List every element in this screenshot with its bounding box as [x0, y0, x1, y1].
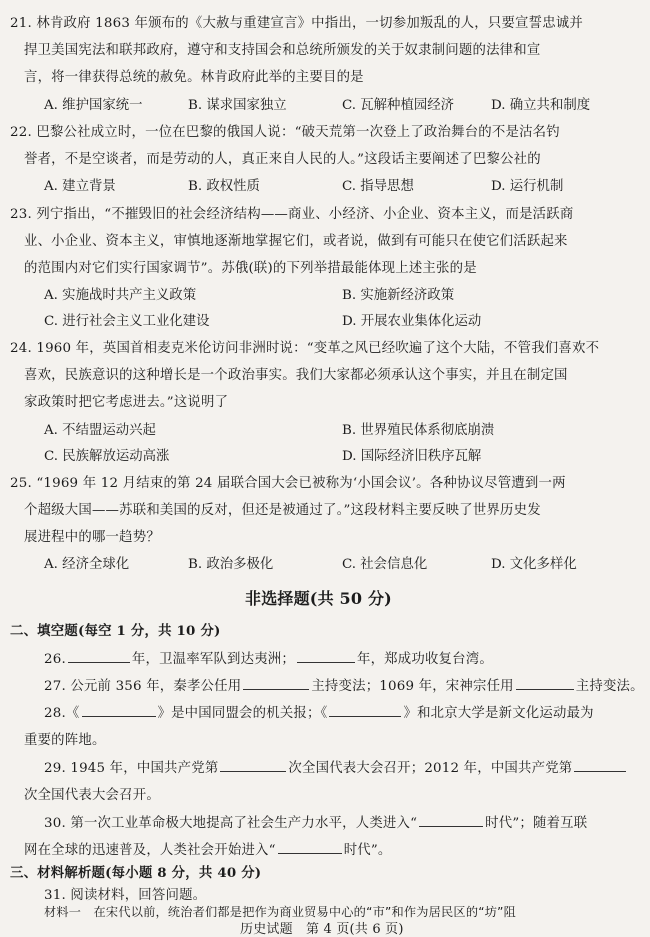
q23-option-a: A. 实施战时共产主义政策 [44, 288, 197, 303]
q31-title: 31. 阅读材料，回答问题。 [44, 888, 207, 903]
q31-material1-line1: 材料一 在宋代以前，统治者们都是把作为商业贸易中心的“市”和作为居民区的“坊”阻 [44, 905, 517, 919]
q27-text-1: 27. 公元前 356 年，秦孝公任用 [44, 679, 242, 694]
q27-text-3: 主持变法。 [575, 679, 644, 694]
q25-line1: 25. “1969 年 12 月结束的第 24 届联合国大会已被称为‘小国会议’。各种协议尽管遭到一两 [10, 476, 566, 491]
q26-number: 26. [44, 652, 66, 667]
q29-blank-1[interactable] [220, 759, 286, 772]
q22-option-c: C. 指导思想 [342, 179, 414, 194]
q21-line1: 21. 林肯政府 1863 年颁布的《大赦与重建宣言》中指出，一切参加叛乱的人，只要宣誓忠诚并 [10, 16, 583, 31]
q29-blank-2[interactable] [574, 759, 626, 772]
q25-option-c: C. 社会信息化 [342, 557, 428, 572]
q26-blank-1[interactable] [68, 650, 130, 663]
q24-options-row2 [44, 445, 644, 465]
section3-heading: 三、材料解析题(每小题 8 分，共 40 分) [10, 865, 262, 881]
q22-option-b: B. 政权性质 [188, 179, 260, 194]
q23-option-d: D. 开展农业集体化运动 [342, 314, 482, 329]
q22-line1: 22. 巴黎公社成立时，一位在巴黎的俄国人说：“破天荒第一次登上了政治舞台的不是沽名钓 [10, 125, 560, 140]
section2-heading: 二、填空题(每空 1 分，共 10 分) [10, 623, 221, 639]
q25-option-a: A. 经济全球化 [44, 557, 130, 572]
q24-option-a: A. 不结盟运动兴起 [44, 423, 156, 438]
q27-line [44, 675, 644, 694]
q21-option-c: C. 瓦解种植园经济 [342, 98, 455, 113]
q28-blank-1[interactable] [82, 704, 156, 717]
q28-line1 [44, 702, 594, 721]
q25-line3: 展进程中的哪一趋势？ [24, 530, 160, 545]
q22-option-a: A. 建立背景 [44, 179, 116, 194]
q25-line2: 个超级大国——苏联和美国的反对，但还是被通过了。”这段材料主要反映了世界历史发 [24, 503, 541, 518]
nonchoice-section-title: 非选择题(共 50 分) [245, 589, 392, 608]
q26-line [44, 648, 493, 667]
q28-blank-2[interactable] [329, 704, 401, 717]
q27-blank-2[interactable] [516, 677, 574, 690]
q26-blank-2[interactable] [297, 650, 355, 663]
q29-text-2: 次全国代表大会召开；2012 年，中国共产党第 [288, 761, 573, 776]
q21-line3: 言，将一律获得总统的赦免。林肯政府此举的主要目的是 [24, 70, 364, 85]
q24-line3: 家政策时把它考虑进去。”这说明了 [24, 395, 229, 410]
q24-options-row1 [44, 419, 644, 439]
q30-line2 [24, 839, 392, 858]
q23-line3: 的范围内对它们实行国家调节”。苏俄(联)的下列举措最能体现上述主张的是 [24, 261, 477, 276]
q24-line2: 喜欢，民族意识的这种增长是一个政治事实。我们大家都必须承认这个事实，并且在制定国 [24, 368, 568, 383]
q24-option-c: C. 民族解放运动高涨 [44, 449, 170, 464]
q26-text-2: 年，郑成功收复台湾。 [357, 652, 493, 667]
q23-option-b: B. 实施新经济政策 [342, 288, 455, 303]
q21-option-d: D. 确立共和制度 [491, 98, 591, 113]
q25-option-d: D. 文化多样化 [491, 557, 577, 572]
q21-line2: 捍卫美国宪法和联邦政府，遵守和支持国会和总统所颁发的关于奴隶制问题的法律和宣 [24, 43, 541, 58]
q30-line1 [44, 812, 587, 831]
q29-text-1: 29. 1945 年，中国共产党第 [44, 761, 219, 776]
q25-option-b: B. 政治多极化 [188, 557, 274, 572]
q27-blank-1[interactable] [243, 677, 309, 690]
q28-line2: 重要的阵地。 [24, 733, 106, 748]
q30-text-2: 时代”；随着互联 [485, 816, 588, 831]
q25-options [44, 553, 644, 573]
q21-option-b: B. 谋求国家独立 [188, 98, 287, 113]
q24-line1: 24. 1960 年，英国首相麦克米伦访问非洲时说：“变革之风已经吹遍了这个大陆，不管我们喜欢不 [10, 341, 600, 356]
q30-blank-2[interactable] [278, 841, 342, 854]
page-footer: 历史试题 第 4 页(共 6 页) [240, 922, 404, 937]
q23-option-c: C. 进行社会主义工业化建设 [44, 314, 210, 329]
q22-options [44, 175, 644, 195]
q22-option-d: D. 运行机制 [491, 179, 564, 194]
q21-options [44, 94, 644, 114]
q30-text-3: 网在全球的迅速普及，人类社会开始进入“ [24, 843, 276, 858]
q22-line2: 誉者，不是空谈者，而是劳动的人，真正来自人民的人。”这段话主要阐述了巴黎公社的 [24, 152, 541, 167]
q28-text-1: 28.《 [44, 706, 80, 721]
q29-line2: 次全国代表大会召开。 [24, 788, 160, 803]
q28-text-2: 》是中国同盟会的机关报；《 [157, 706, 328, 721]
q27-text-2: 主持变法；1069 年，宋神宗任用 [311, 679, 514, 694]
q30-text-4: 时代”。 [343, 843, 392, 858]
q21-option-a: A. 维护国家统一 [44, 98, 143, 113]
q29-line1 [44, 757, 628, 776]
q23-options-row1 [44, 284, 644, 304]
q30-text-1: 30. 第一次工业革命极大地提高了社会生产力水平，人类进入“ [44, 816, 418, 831]
q23-options-row2 [44, 310, 644, 330]
q23-line2: 业、小企业、资本主义，审慎地逐渐地掌握它们，或者说，做到有可能只在使它们活跃起来 [24, 234, 568, 249]
q26-text-1: 年，卫温率军队到达夷洲； [131, 652, 295, 667]
q28-text-3: 》和北京大学是新文化运动最为 [403, 706, 594, 721]
q24-option-b: B. 世界殖民体系彻底崩溃 [342, 423, 495, 438]
q23-line1: 23. 列宁指出，“不摧毁旧的社会经济结构——商业、小经济、小企业、资本主义，而是活跃商 [10, 207, 574, 222]
q24-option-d: D. 国际经济旧秩序瓦解 [342, 449, 482, 464]
q30-blank-1[interactable] [419, 814, 483, 827]
